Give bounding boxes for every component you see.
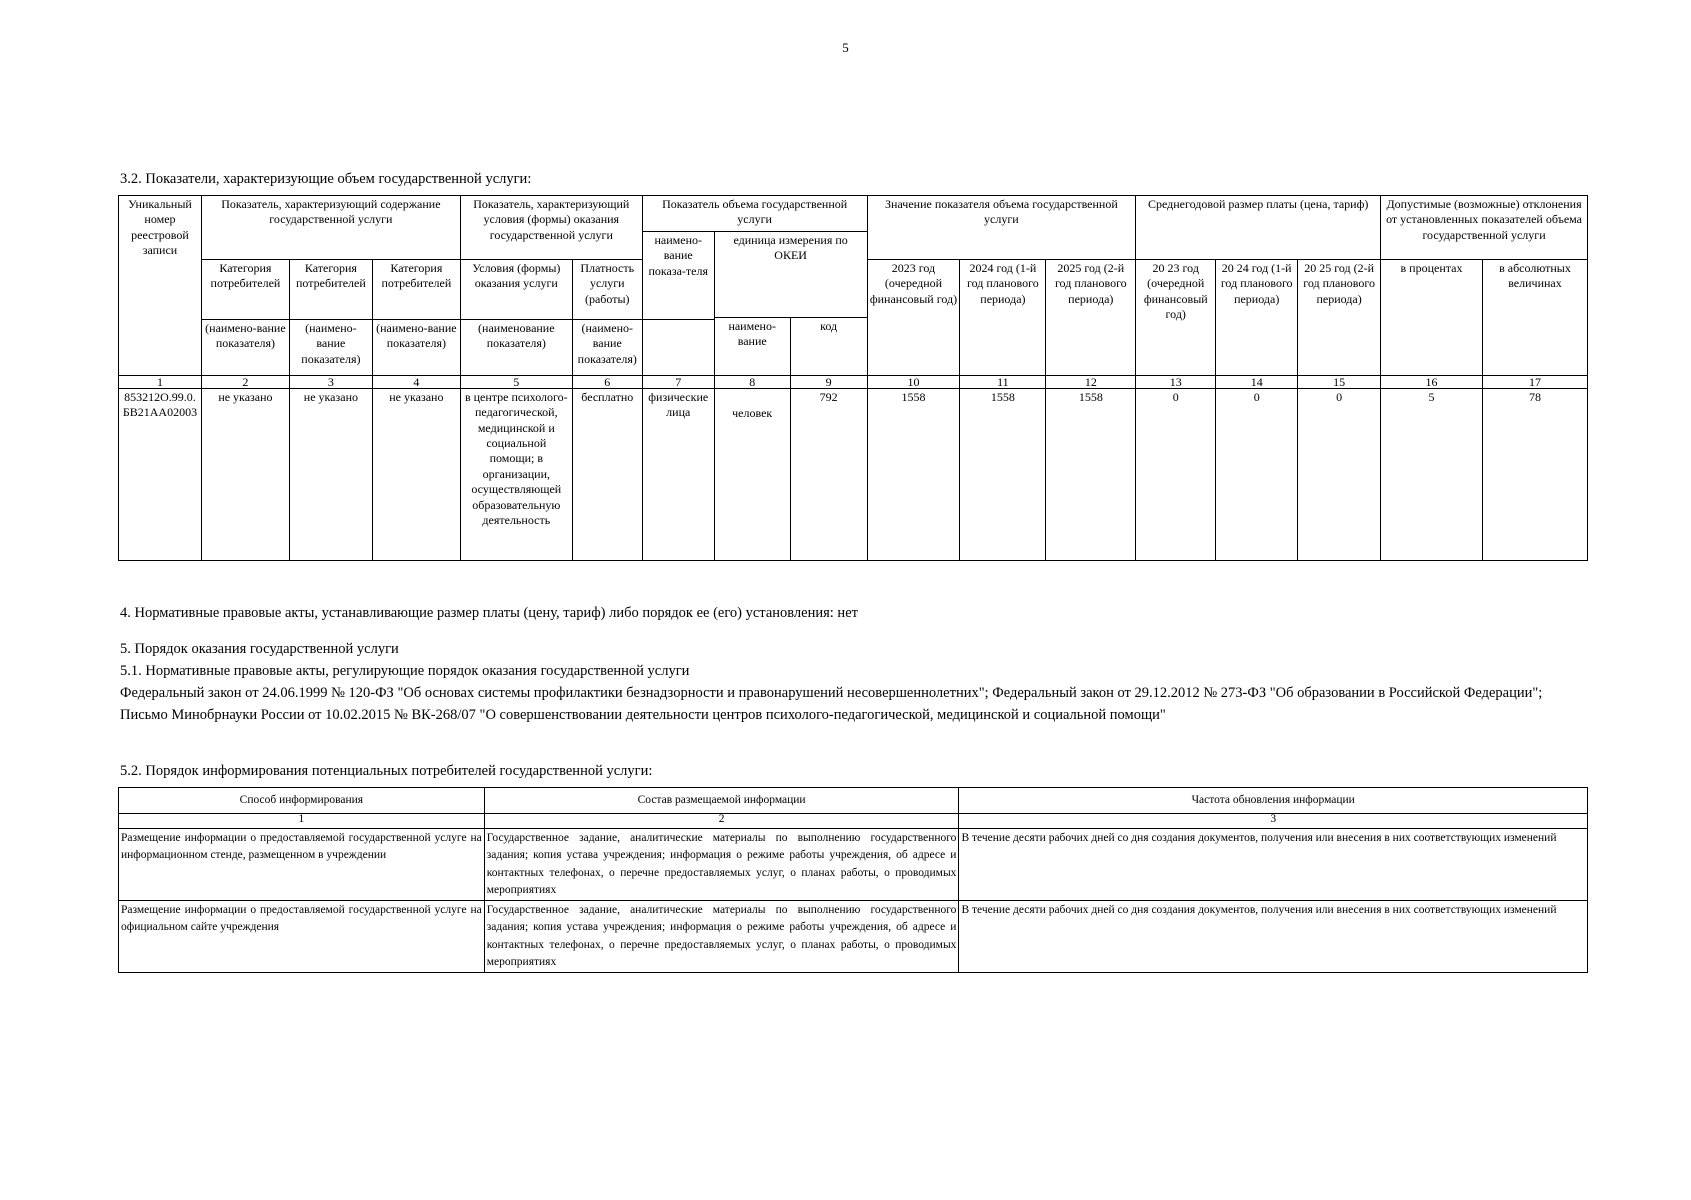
header-unique-number: Уникальный номер реестровой записи <box>119 196 202 376</box>
col-number: 11 <box>960 376 1046 389</box>
header-method: Способ информирования <box>119 788 485 814</box>
cell-deviation-percent: 5 <box>1381 389 1483 561</box>
cell-value-2024: 1558 <box>960 389 1046 561</box>
cell-price-2024: 0 <box>1216 389 1298 561</box>
header-price-2025: 20 25 год (2-й год планового периода) <box>1298 260 1381 376</box>
cell-value-2025: 1558 <box>1046 389 1136 561</box>
table-row <box>119 901 1588 973</box>
cell-method: Размещение информации о предоставляемой государственной услуге на информационном стенде, размещенном в учреждении <box>119 829 485 901</box>
col-number: 3 <box>959 814 1588 829</box>
header-deviation-absolute: в абсолютных величинах <box>1482 260 1587 376</box>
section-5: 5. Порядок оказания государственной услуги <box>120 641 399 657</box>
section-5-2-title: 5.2. Порядок информирования потенциальных потребителей государственной услуги: <box>120 763 653 779</box>
cell-category-1: не указано <box>201 389 289 561</box>
header-year-2025: 2025 год (2-й год планового периода) <box>1046 260 1136 376</box>
header-sub-2: (наимено-вание показателя) <box>289 320 372 376</box>
header-sub-5: (наимено-вание показателя) <box>572 320 642 376</box>
cell-price-2025: 0 <box>1298 389 1381 561</box>
table-row <box>119 829 1588 901</box>
cell-value-2023: 1558 <box>867 389 960 561</box>
header-paid: Платность услуги (работы) <box>572 260 642 320</box>
cell-unit-name: человек <box>714 389 790 561</box>
cell-category-3: не указано <box>372 389 460 561</box>
col-number: 6 <box>572 376 642 389</box>
header-content: Состав размещаемой информации <box>484 788 959 814</box>
cell-category-2: не указано <box>289 389 372 561</box>
page-number: 5 <box>842 40 849 55</box>
col-number: 9 <box>790 376 867 389</box>
col-number: 2 <box>201 376 289 389</box>
header-volume-name: наимено-вание показа-теля <box>642 232 714 320</box>
volume-indicators-table <box>118 195 1588 561</box>
cell-condition: в центре психолого-педагогической, медицинской и социальной помощи; в организации, осуществляющей образовательную деятельность <box>460 389 572 561</box>
header-price-2023: 20 23 год (очередной финансовый год) <box>1136 260 1216 376</box>
header-average-price: Среднегодовой размер платы (цена, тариф) <box>1136 196 1381 260</box>
header-volume-indicator: Показатель объема государственной услуги <box>642 196 867 232</box>
header-price-2024: 20 24 год (1-й год планового периода) <box>1216 260 1298 376</box>
header-volume-value: Значение показателя объема государственной услуги <box>867 196 1136 260</box>
header-deviation-percent: в процентах <box>1381 260 1483 376</box>
header-deviation: Допустимые (возможные) отклонения от установленных показателей объема государственной услуги <box>1381 196 1588 260</box>
registry-id: 853212О.99.0.БВ21АА02003 <box>119 389 202 561</box>
header-sub-3: (наимено-вание показателя) <box>372 320 460 376</box>
section-4: 4. Нормативные правовые акты, устанавливающие размер платы (цену, тариф) либо порядок ее (его) установления: нет <box>120 605 858 621</box>
col-number: 5 <box>460 376 572 389</box>
header-unit-code: код <box>790 318 867 376</box>
header-sub-4: (наименование показателя) <box>460 320 572 376</box>
col-number: 1 <box>119 814 485 829</box>
header-year-2024: 2024 год (1-й год планового периода) <box>960 260 1046 376</box>
header-unit-okei: единица измерения по ОКЕИ <box>714 232 867 318</box>
col-number: 8 <box>714 376 790 389</box>
cell-method: Размещение информации о предоставляемой государственной услуге на официальном сайте учреждения <box>119 901 485 973</box>
cell-content: Государственное задание, аналитические материалы по выполнению государственного задания; копия устава учреждения; информация о режиме работы учреждения, об адресе и контактных телефонах, о перечне предоставляемых услуг, о планах работы, о проводимых мероприятиях <box>484 829 959 901</box>
col-number: 1 <box>119 376 202 389</box>
header-unit-name: наимено-вание <box>714 318 790 376</box>
cell-frequency: В течение десяти рабочих дней со дня создания документов, получения или внесения в них соответствующих изменений <box>959 829 1588 901</box>
section-3-2-title: 3.2. Показатели, характеризующие объем государственной услуги: <box>120 171 532 187</box>
header-cat-1: Категория потребителей <box>201 260 289 320</box>
col-number: 17 <box>1482 376 1587 389</box>
header-condition-form: Условия (формы) оказания услуги <box>460 260 572 320</box>
col-number: 15 <box>1298 376 1381 389</box>
header-year-2023: 2023 год (очередной финансовый год) <box>867 260 960 376</box>
col-number: 2 <box>484 814 959 829</box>
col-number: 12 <box>1046 376 1136 389</box>
section-5-1-text: Федеральный закон от 24.06.1999 № 120-ФЗ "Об основах системы профилактики безнадзорности и правонарушений несовершеннолетних"; Федеральный закон от 29.12.2012 № 273-ФЗ "Об образовании в Российской Федерации"; Письмо Минобрнауки России от 10.02.2015 № ВК-268/07 "О совершенствовании деятельности центров психолого-педагогической, медицинской и социальной помощи" <box>120 685 1543 724</box>
header-content-indicator: Показатель, характеризующий содержание государственной услуги <box>201 196 460 260</box>
col-number: 10 <box>867 376 960 389</box>
col-number: 3 <box>289 376 372 389</box>
col-number: 14 <box>1216 376 1298 389</box>
section-5-1-title: 5.1. Нормативные правовые акты, регулирующие порядок оказания государственной услуги <box>120 663 690 679</box>
header-cat-2: Категория потребителей <box>289 260 372 320</box>
col-number: 4 <box>372 376 460 389</box>
cell-volume-name: физические лица <box>642 389 714 561</box>
cell-unit-code: 792 <box>790 389 867 561</box>
header-sub-1: (наимено-вание показателя) <box>201 320 289 376</box>
table-row <box>119 389 1588 561</box>
cell-price-2023: 0 <box>1136 389 1216 561</box>
header-condition-indicator: Показатель, характеризующий условия (формы) оказания государственной услуги <box>460 196 642 260</box>
header-frequency: Частота обновления информации <box>959 788 1588 814</box>
col-number: 7 <box>642 376 714 389</box>
cell-paid: бесплатно <box>572 389 642 561</box>
information-table <box>118 787 1588 973</box>
col-number: 16 <box>1381 376 1483 389</box>
header-volume-name-spacer <box>642 320 714 376</box>
col-number: 13 <box>1136 376 1216 389</box>
cell-content: Государственное задание, аналитические материалы по выполнению государственного задания; копия устава учреждения; информация о режиме работы учреждения, об адресе и контактных телефонах, о перечне предоставляемых услуг, о планах работы, о проводимых мероприятиях <box>484 901 959 973</box>
cell-frequency: В течение десяти рабочих дней со дня создания документов, получения или внесения в них соответствующих изменений <box>959 901 1588 973</box>
cell-deviation-absolute: 78 <box>1482 389 1587 561</box>
header-cat-3: Категория потребителей <box>372 260 460 320</box>
